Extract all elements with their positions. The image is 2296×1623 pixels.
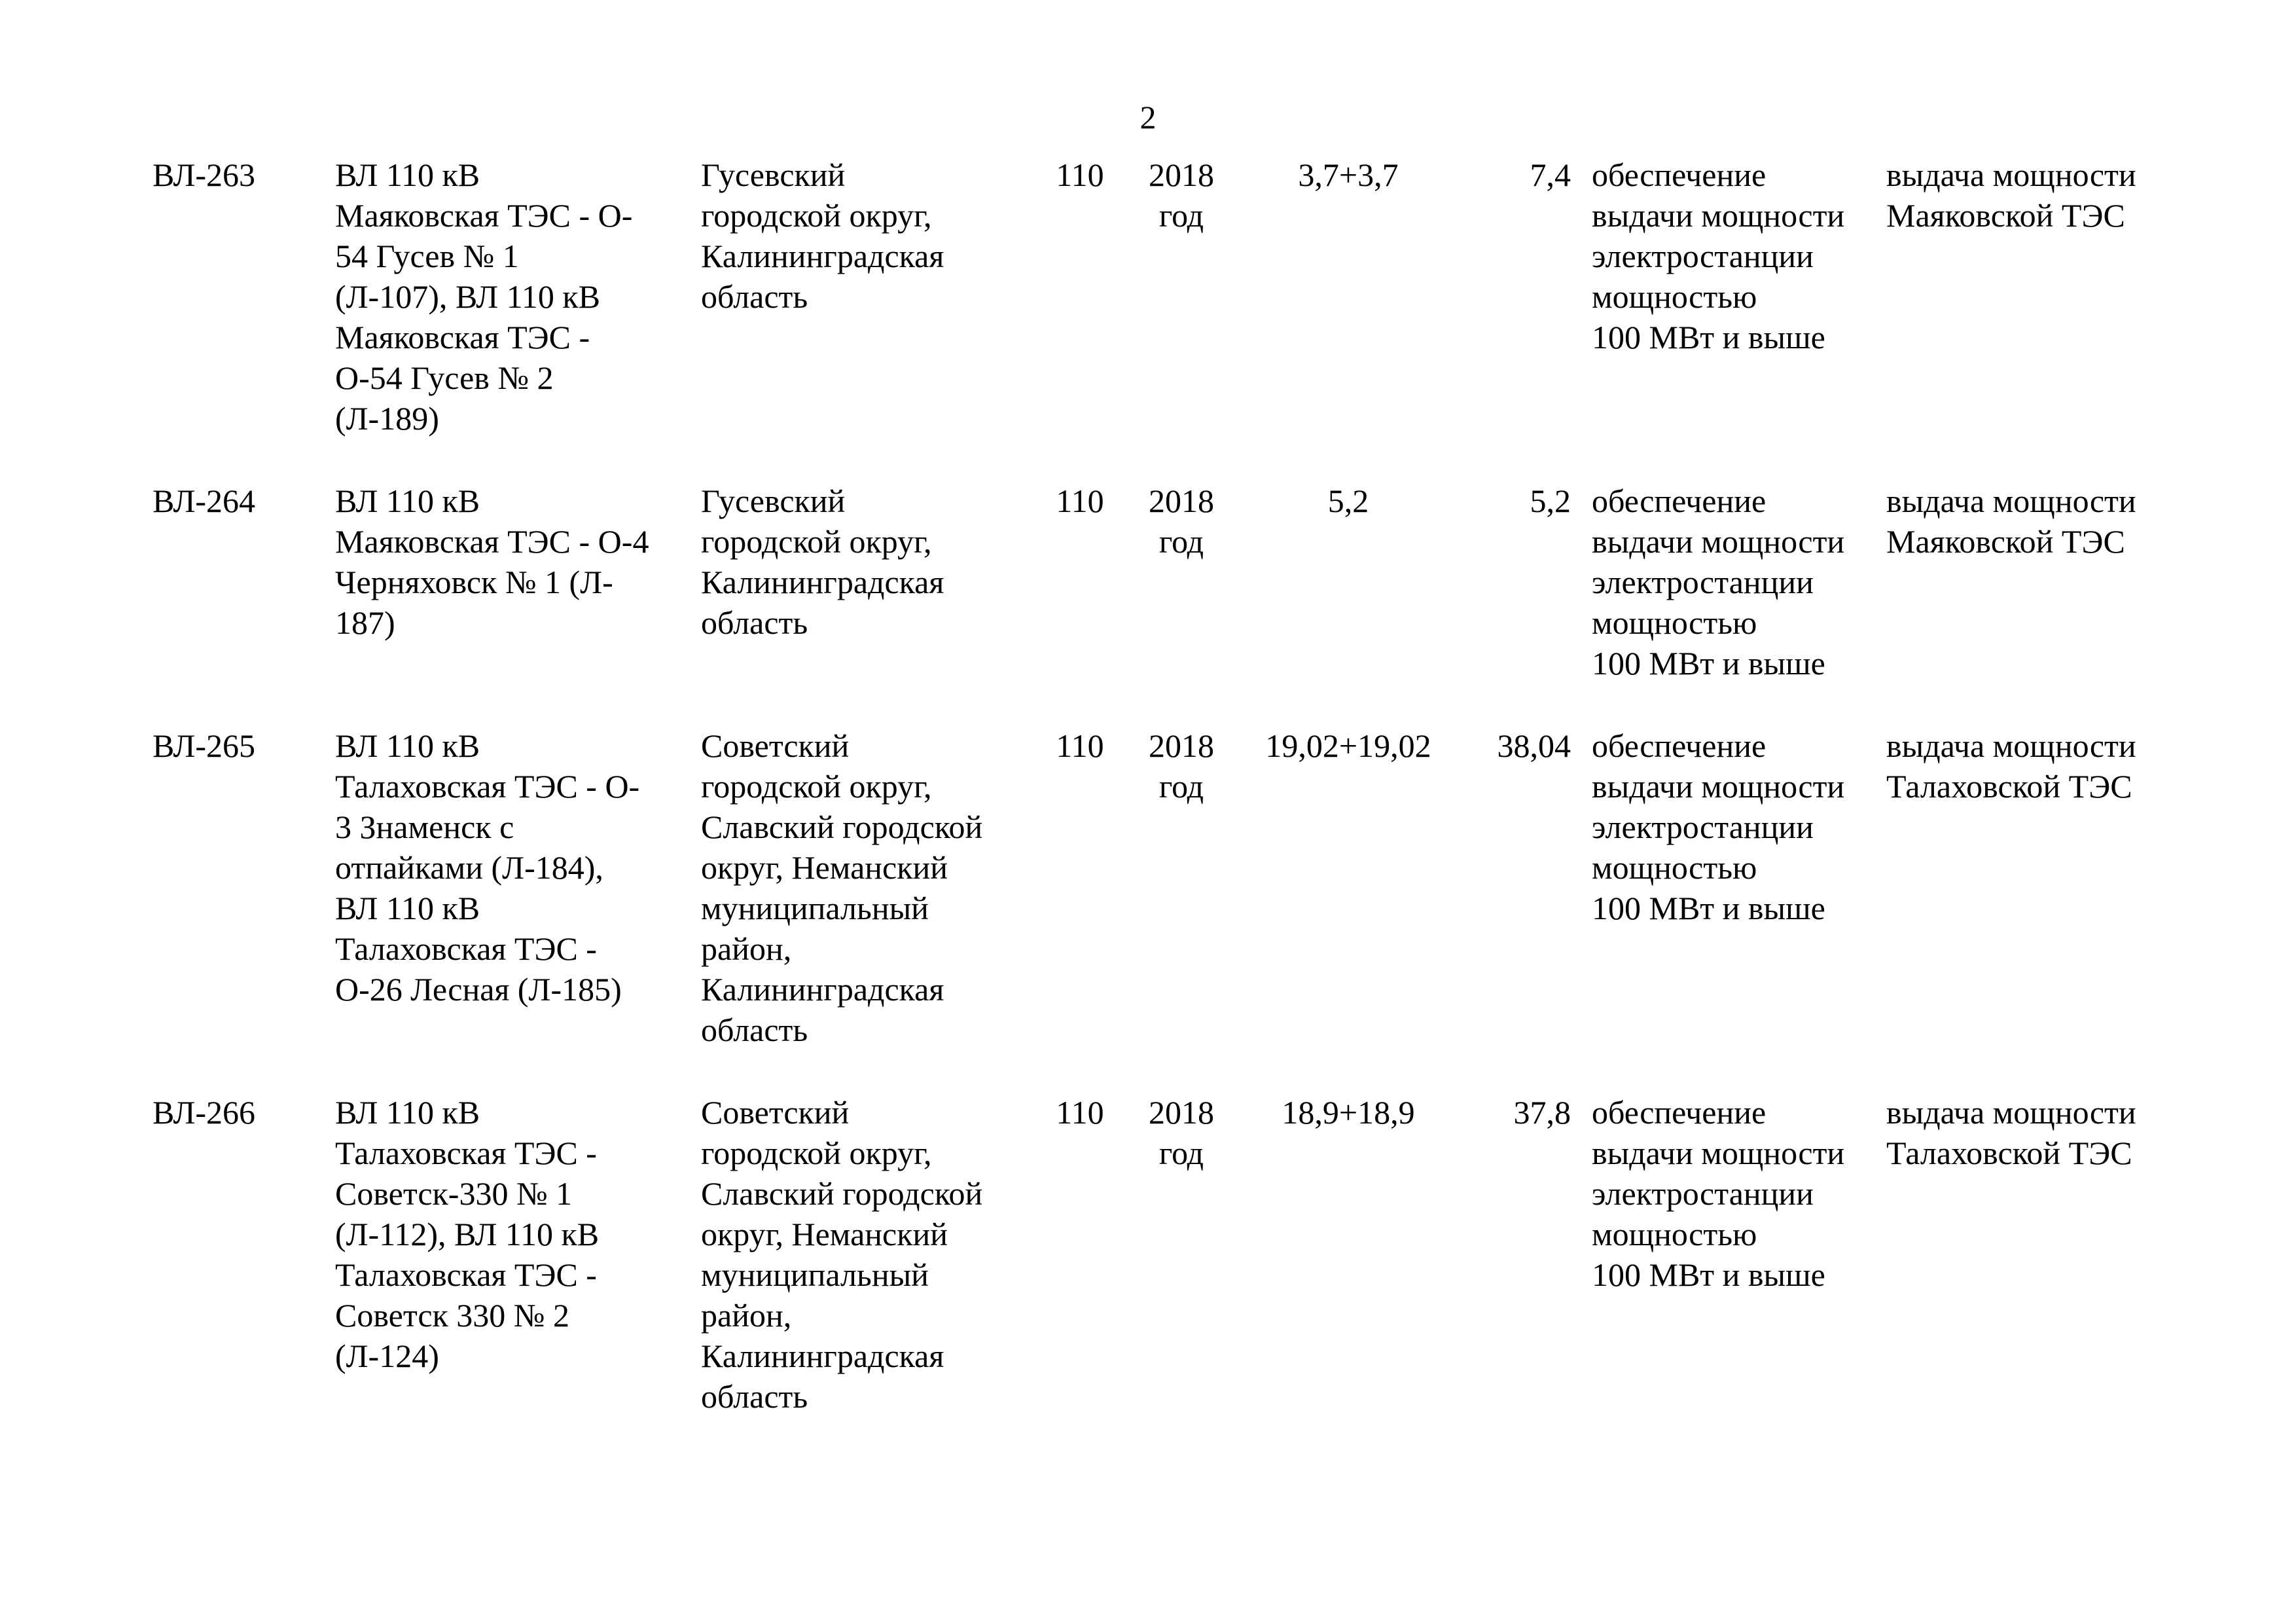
object-location: Гусевский городской округ, Калининградская область	[701, 483, 944, 641]
page-number: 2	[1139, 99, 1157, 136]
voltage-value: 110	[1056, 483, 1104, 519]
object-purpose: обеспечение выдачи мощности электростанции мощностью 100 МВт и выше	[1592, 1094, 1845, 1293]
object-goal: выдача мощности Маяковской ТЭС	[1886, 483, 2136, 560]
voltage-value: 110	[1056, 1094, 1104, 1131]
object-id: ВЛ-265	[152, 727, 256, 764]
object-purpose: обеспечение выдачи мощности электростанции мощностью 100 МВт и выше	[1592, 156, 1845, 356]
object-goal: выдача мощности Талаховской ТЭС	[1886, 727, 2136, 805]
year-value: 2018 год	[1149, 483, 1214, 560]
voltage-value: 110	[1056, 727, 1104, 764]
object-name: ВЛ 110 кВ Талаховская ТЭС - О- 3 Знаменск с отпайками (Л-184), ВЛ 110 кВ Талаховская ТЭС - О-26 Лесная (Л-185)	[335, 727, 640, 1008]
object-location: Советский городской округ, Славский городской округ, Неманский муниципальный район, Калининградская область	[701, 727, 983, 1048]
object-name: ВЛ 110 кВ Маяковская ТЭС - О- 54 Гусев № 1 (Л-107), ВЛ 110 кВ Маяковская ТЭС - О-54 Гусев № 2 (Л-189)	[335, 156, 633, 437]
length-value: 5,2	[1327, 483, 1369, 519]
object-location: Советский городской округ, Славский городской округ, Неманский муниципальный район, Калининградская область	[701, 1094, 983, 1415]
year-value: 2018 год	[1149, 156, 1214, 234]
object-goal: выдача мощности Маяковской ТЭС	[1886, 156, 2136, 234]
total-length-value: 38,04	[1497, 727, 1571, 764]
object-location: Гусевский городской округ, Калининградская область	[701, 156, 944, 315]
object-id: ВЛ-263	[152, 156, 256, 193]
length-value: 3,7+3,7	[1298, 156, 1399, 193]
year-value: 2018 год	[1149, 727, 1214, 805]
object-purpose: обеспечение выдачи мощности электростанции мощностью 100 МВт и выше	[1592, 483, 1845, 682]
voltage-value: 110	[1056, 156, 1104, 193]
length-value: 18,9+18,9	[1282, 1094, 1415, 1131]
object-purpose: обеспечение выдачи мощности электростанции мощностью 100 МВт и выше	[1592, 727, 1845, 926]
object-name: ВЛ 110 кВ Талаховская ТЭС - Советск-330 № 1 (Л-112), ВЛ 110 кВ Талаховская ТЭС - Советск 330 № 2 (Л-124)	[335, 1094, 600, 1374]
object-id: ВЛ-266	[152, 1094, 256, 1131]
object-id: ВЛ-264	[152, 483, 256, 519]
total-length-value: 7,4	[1530, 156, 1571, 193]
total-length-value: 37,8	[1513, 1094, 1571, 1131]
year-value: 2018 год	[1149, 1094, 1214, 1171]
object-goal: выдача мощности Талаховской ТЭС	[1886, 1094, 2136, 1171]
object-name: ВЛ 110 кВ Маяковская ТЭС - О-4 Черняховск № 1 (Л- 187)	[335, 483, 649, 641]
length-value: 19,02+19,02	[1265, 727, 1431, 764]
total-length-value: 5,2	[1530, 483, 1571, 519]
